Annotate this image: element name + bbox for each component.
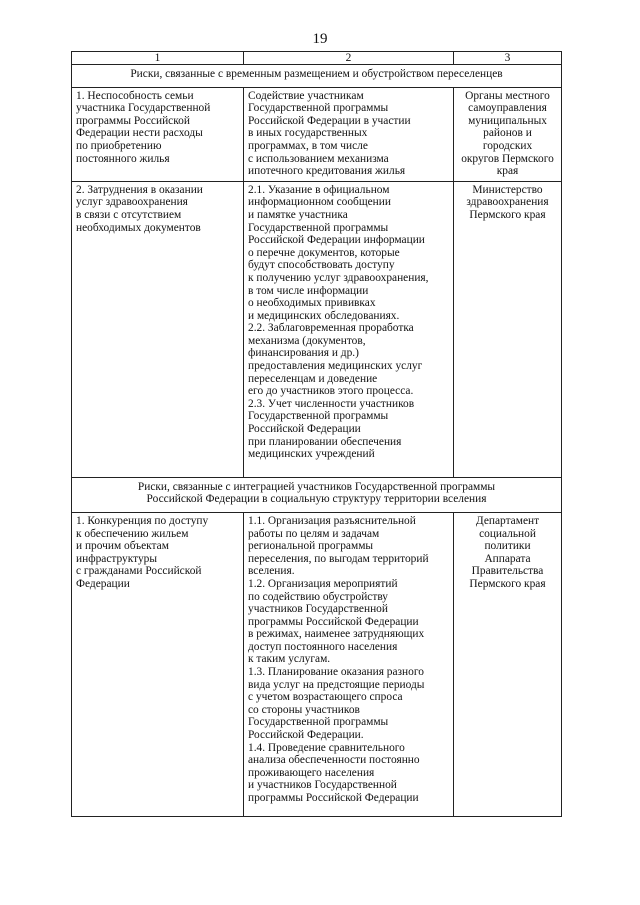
column-number-3: 3 xyxy=(454,52,562,65)
risk-cell: 2. Затруднения в оказании услуг здравоохранения в связи с отсутствием необходимых документов xyxy=(72,181,244,477)
section-heading-row xyxy=(72,65,562,88)
measures-cell: 1.1. Организация разъяснительной работы по целям и задачам региональной программы переселения, по выгодам территорий вселения. 1.2. Организация мероприятий по содействию обустройству участников Государственной программы Российской Федерации в режимах, наименее затрудняющих доступ постоянного населения к таким услугам. 1.3. Планирование оказания разного вида услуг на предстоящие периоды с учетом возрастающего спроса со стороны участников Государственной программы Российской Федерации. 1.4. Проведение сравнительного анализа обеспеченности постоянно проживающего населения и участников Государственной программы Российской Федерации xyxy=(244,512,454,816)
column-number-row xyxy=(72,52,562,65)
table-row xyxy=(72,87,562,181)
measures-cell: Содействие участникам Государственной программы Российской Федерации в участии в иных государственных программах, в том числе с использованием механизма ипотечного кредитования жилья xyxy=(244,87,454,181)
column-number-1: 1 xyxy=(72,52,244,65)
risk-cell: 1. Конкуренция по доступу к обеспечению жильем и прочим объектам инфраструктуры с гражданами Российской Федерации xyxy=(72,512,244,816)
section-heading-integration: Риски, связанные с интеграцией участников Государственной программы Российской Федерации в социальную структуру территории вселения xyxy=(72,477,562,512)
table-row xyxy=(72,181,562,477)
responsible-cell: Органы местного самоуправления муниципальных районов и городских округов Пермского края xyxy=(454,87,562,181)
measures-cell: 2.1. Указание в официальном информационном сообщении и памятке участника Государственной программы Российской Федерации информации о перечне документов, которые будут способствовать доступу к получению услуг здравоохранения, в том числе информации о необходимых прививках и медицинских обследованиях. 2.2. Заблаговременная проработка механизма (документов, финансирования и др.) предоставления медицинских услуг переселенцам и доведение его до участников этого процесса. 2.3. Учет численности участников Государственной программы Российской Федерации при планировании обеспечения медицинских учреждений xyxy=(244,181,454,477)
responsible-cell: Департамент социальной политики Аппарата Правительства Пермского края xyxy=(454,512,562,816)
risk-cell: 1. Неспособность семьи участника Государственной программы Российской Федерации нести расходы по приобретению постоянного жилья xyxy=(72,87,244,181)
section-heading-row xyxy=(72,477,562,512)
table-row xyxy=(72,512,562,816)
page-number: 19 xyxy=(312,31,328,47)
column-number-2: 2 xyxy=(244,52,454,65)
section-heading-temporary-housing: Риски, связанные с временным размещением и обустройством переселенцев xyxy=(72,65,562,88)
responsible-cell: Министерство здравоохранения Пермского края xyxy=(454,181,562,477)
risk-measures-table xyxy=(71,51,562,817)
